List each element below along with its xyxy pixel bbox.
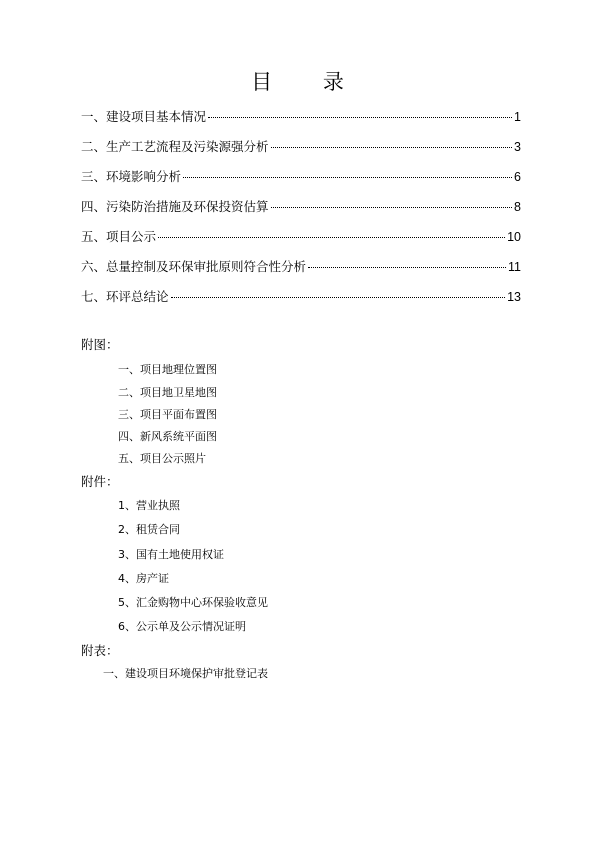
toc-entry[interactable] [81,197,521,227]
toc-entry[interactable] [81,107,521,137]
figure-item: 四、新风系统平面图 [118,430,217,443]
attachment-item: 3、国有土地使用权证 [118,548,224,561]
toc-entry[interactable] [81,137,521,167]
figure-item: 三、项目平面布置图 [118,408,217,421]
toc-leader-dots [208,117,512,118]
toc-entry-label: 三、环境影响分析 [81,169,182,184]
figures-heading: 附图： [81,337,119,352]
attachment-item: 6、公示单及公示情况证明 [118,620,246,633]
toc-entry-page: 8 [514,200,521,214]
toc-entry[interactable] [81,257,521,287]
toc-leader-dots [171,297,506,298]
tables-heading: 附表： [81,643,119,658]
toc-entry-page: 10 [507,230,521,244]
figure-item: 五、项目公示照片 [118,452,206,465]
toc-entry-page: 1 [514,110,521,124]
toc-entry-page: 6 [514,170,521,184]
toc-entry-page: 13 [507,290,521,304]
toc-leader-dots [308,267,506,268]
toc-entry-label: 一、建设项目基本情况 [81,109,207,124]
toc-leader-dots [183,177,512,178]
page-title: 目 录 [251,70,366,94]
toc-entry-page: 3 [514,140,521,154]
toc-entry-label: 七、环评总结论 [81,289,169,304]
toc-entry[interactable] [81,167,521,197]
attachment-item: 5、汇金购物中心环保验收意见 [118,596,268,609]
table-item: 一、建设项目环境保护审批登记表 [103,667,268,680]
toc-entry-label: 六、总量控制及环保审批原则符合性分析 [81,259,307,274]
table-of-contents [81,107,521,317]
toc-entry-label: 五、项目公示 [81,229,157,244]
attachment-item: 1、营业执照 [118,499,180,512]
figure-item: 一、项目地理位置图 [118,363,217,376]
toc-entry[interactable] [81,227,521,257]
toc-entry[interactable] [81,287,521,317]
toc-entry-page: 11 [508,260,521,274]
toc-entry-label: 二、生产工艺流程及污染源强分析 [81,139,269,154]
toc-leader-dots [158,237,505,238]
toc-entry-label: 四、污染防治措施及环保投资估算 [81,199,269,214]
toc-leader-dots [271,147,513,148]
toc-leader-dots [271,207,513,208]
figure-item: 二、项目地卫星地图 [118,386,217,399]
attachment-item: 2、租赁合同 [118,523,180,536]
attachment-item: 4、房产证 [118,572,169,585]
attachments-heading: 附件： [81,474,119,489]
